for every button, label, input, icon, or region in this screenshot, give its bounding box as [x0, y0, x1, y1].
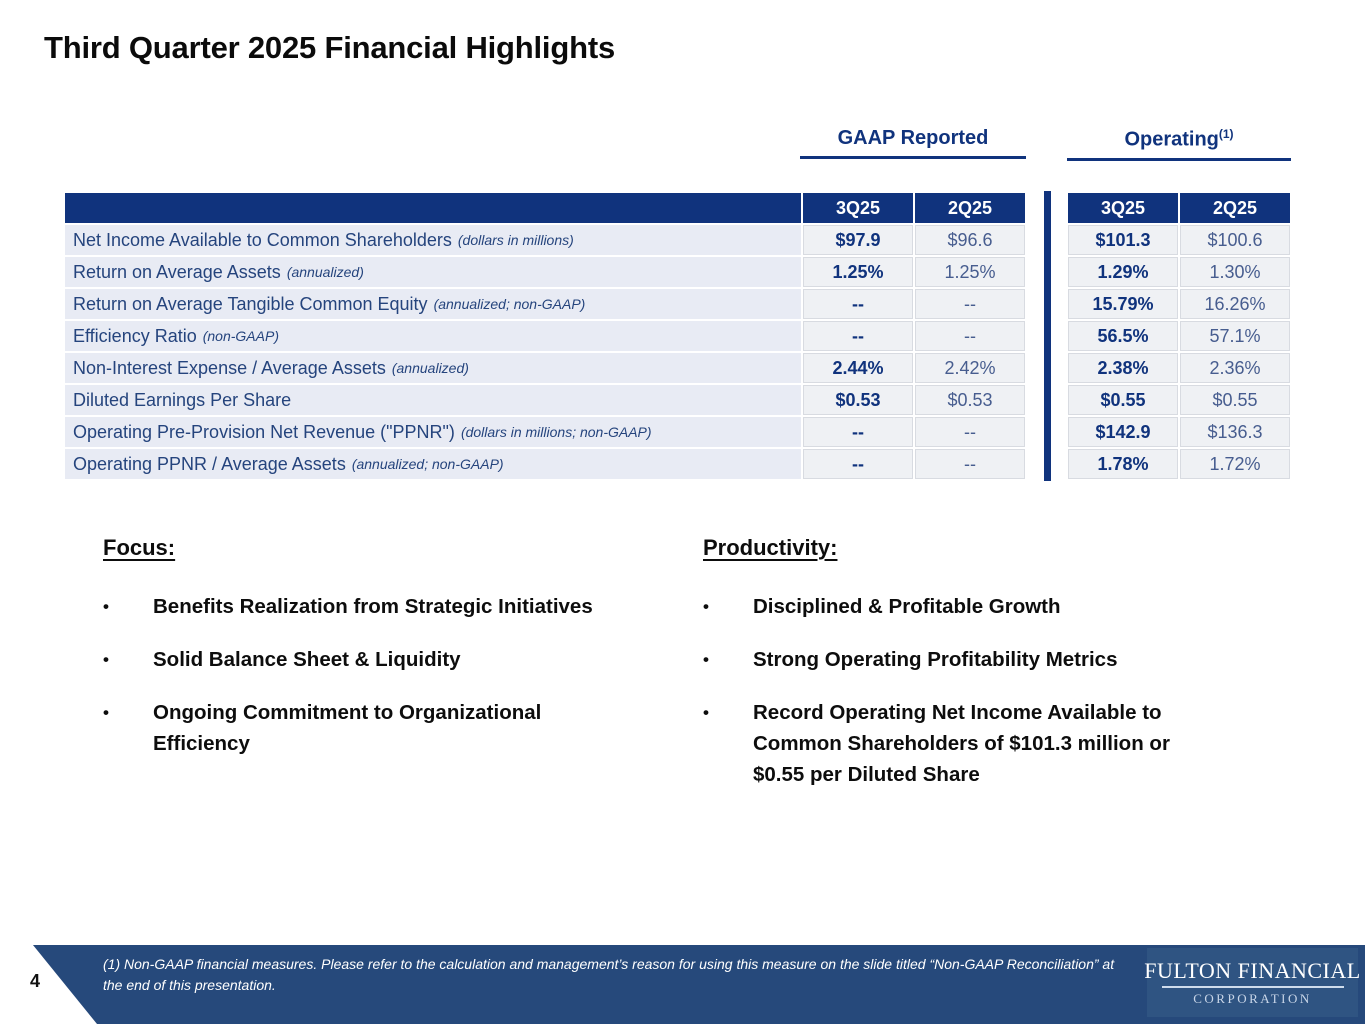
table-row-label: [65, 257, 801, 287]
footnote-line-2: the end of this presentation.: [103, 977, 276, 993]
table-cell: 1.30%: [1180, 257, 1290, 287]
table-cell: 2.38%: [1068, 353, 1178, 383]
table-group-divider: [1044, 191, 1051, 481]
gaap-reported-label: GAAP Reported: [837, 127, 989, 149]
table-cell: $100.6: [1180, 225, 1290, 255]
table-cell: $136.3: [1180, 417, 1290, 447]
table-cell: $0.53: [803, 385, 913, 415]
row-label-note: (annualized): [391, 360, 469, 376]
focus-bullet-text: Solid Balance Sheet & Liquidity: [153, 648, 461, 671]
focus-section: [103, 535, 603, 781]
row-label-text: Operating Pre-Provision Net Revenue ("PPNR"): [73, 421, 455, 442]
logo-company-name: FULTON FINANCIAL: [1144, 958, 1361, 983]
table-cell: $97.9: [803, 225, 913, 255]
op-3q25-column-header: 3Q25: [1068, 193, 1178, 223]
bullet-icon: •: [703, 650, 709, 669]
table-cell: --: [803, 417, 913, 447]
table-cell: 2.36%: [1180, 353, 1290, 383]
page-number: 4: [30, 971, 41, 991]
gaap-reported-group-header: [800, 127, 1026, 159]
bullet-icon: •: [103, 650, 109, 669]
table-cell: --: [803, 321, 913, 351]
table-cell: $101.3: [1068, 225, 1178, 255]
productivity-heading: Productivity:: [703, 535, 838, 560]
op-2q25-column-header: 2Q25: [1180, 193, 1290, 223]
productivity-bullet-text: Strong Operating Profitability Metrics: [753, 648, 1118, 671]
row-label-text: Return on Average Assets: [73, 261, 281, 282]
fulton-financial-logo: [1144, 948, 1361, 1017]
productivity-section: [703, 535, 1203, 812]
table-cell: $0.55: [1068, 385, 1178, 415]
table-cell: --: [915, 321, 1025, 351]
table-cell: --: [803, 289, 913, 319]
row-label-note: (annualized; non-GAAP): [351, 456, 504, 472]
gaap-2q25-column-header: 2Q25: [915, 193, 1025, 223]
productivity-bullet-text: Disciplined & Profitable Growth: [753, 595, 1061, 618]
footnote: [103, 954, 1138, 996]
row-label-text: Operating PPNR / Average Assets: [73, 453, 346, 474]
table-cell: --: [803, 449, 913, 479]
table-cell: 1.25%: [915, 257, 1025, 287]
table-cell: $0.55: [1180, 385, 1290, 415]
productivity-bullet-item: [703, 697, 1203, 790]
table-cell: 2.44%: [803, 353, 913, 383]
footnote-line-1: (1) Non-GAAP financial measures. Please refer to the calculation and management’s reason for using this measure on the slide titled “Non-GAAP Reconciliation” at: [103, 956, 1115, 972]
table-cell: --: [915, 289, 1025, 319]
table-row-label: [65, 353, 801, 383]
row-label-text: Diluted Earnings Per Share: [73, 389, 292, 410]
row-label-text: Non-Interest Expense / Average Assets: [73, 357, 386, 378]
table-cell: 1.29%: [1068, 257, 1178, 287]
table-cell: 1.72%: [1180, 449, 1290, 479]
focus-bullet-text: Ongoing Commitment to Organizational Efficiency: [153, 701, 542, 755]
productivity-bullet-item: [703, 591, 1203, 622]
focus-bullet-text: Benefits Realization from Strategic Initiatives: [153, 595, 593, 618]
table-cell: $0.53: [915, 385, 1025, 415]
bullet-icon: •: [703, 597, 709, 616]
table-row-label: [65, 417, 801, 447]
gaap-3q25-column-header: 3Q25: [803, 193, 913, 223]
bullet-icon: •: [103, 703, 109, 722]
row-label-note: (annualized; non-GAAP): [433, 296, 586, 312]
table-cell: 56.5%: [1068, 321, 1178, 351]
row-label-note: (annualized): [286, 264, 364, 280]
row-label-note: (dollars in millions): [457, 232, 574, 248]
row-label-note: (non-GAAP): [202, 328, 279, 344]
table-cell: 2.42%: [915, 353, 1025, 383]
productivity-bullet-item: [703, 644, 1203, 675]
operating-group-header: [1067, 127, 1291, 161]
slide-title: Third Quarter 2025 Financial Highlights: [44, 30, 615, 65]
table-cell: 1.25%: [803, 257, 913, 287]
focus-bullet-item: [103, 591, 603, 622]
financial-table-operating: [1068, 193, 1290, 479]
table-row-label: [65, 225, 801, 255]
table-cell: --: [915, 449, 1025, 479]
focus-bullet-item: [103, 697, 603, 759]
bullet-icon: •: [703, 703, 709, 722]
operating-footnote-superscript: (1): [1218, 127, 1234, 141]
financial-table-gaap: [65, 193, 1025, 479]
label-column-header: [65, 193, 801, 223]
table-cell: $96.6: [915, 225, 1025, 255]
focus-heading: Focus:: [103, 535, 176, 560]
logo-divider-rule: [1162, 986, 1344, 988]
focus-bullet-item: [103, 644, 603, 675]
logo-corporation-text: CORPORATION: [1193, 991, 1312, 1006]
table-cell: $142.9: [1068, 417, 1178, 447]
operating-label: Operating: [1124, 128, 1219, 151]
table-row-label: [65, 321, 801, 351]
productivity-bullet-text: Record Operating Net Income Available to Common Shareholders of $101.3 million or $0.55 per Diluted Share: [753, 701, 1170, 786]
table-row-label: [65, 385, 801, 415]
table-cell: 15.79%: [1068, 289, 1178, 319]
row-label-note: (dollars in millions; non-GAAP): [460, 424, 652, 440]
table-cell: --: [915, 417, 1025, 447]
table-row-label: [65, 449, 801, 479]
row-label-text: Net Income Available to Common Shareholders: [73, 229, 452, 250]
table-cell: 1.78%: [1068, 449, 1178, 479]
row-label-text: Efficiency Ratio: [73, 325, 197, 346]
table-row-label: [65, 289, 801, 319]
bullet-icon: •: [103, 597, 109, 616]
row-label-text: Return on Average Tangible Common Equity: [73, 293, 428, 314]
table-cell: 57.1%: [1180, 321, 1290, 351]
table-cell: 16.26%: [1180, 289, 1290, 319]
